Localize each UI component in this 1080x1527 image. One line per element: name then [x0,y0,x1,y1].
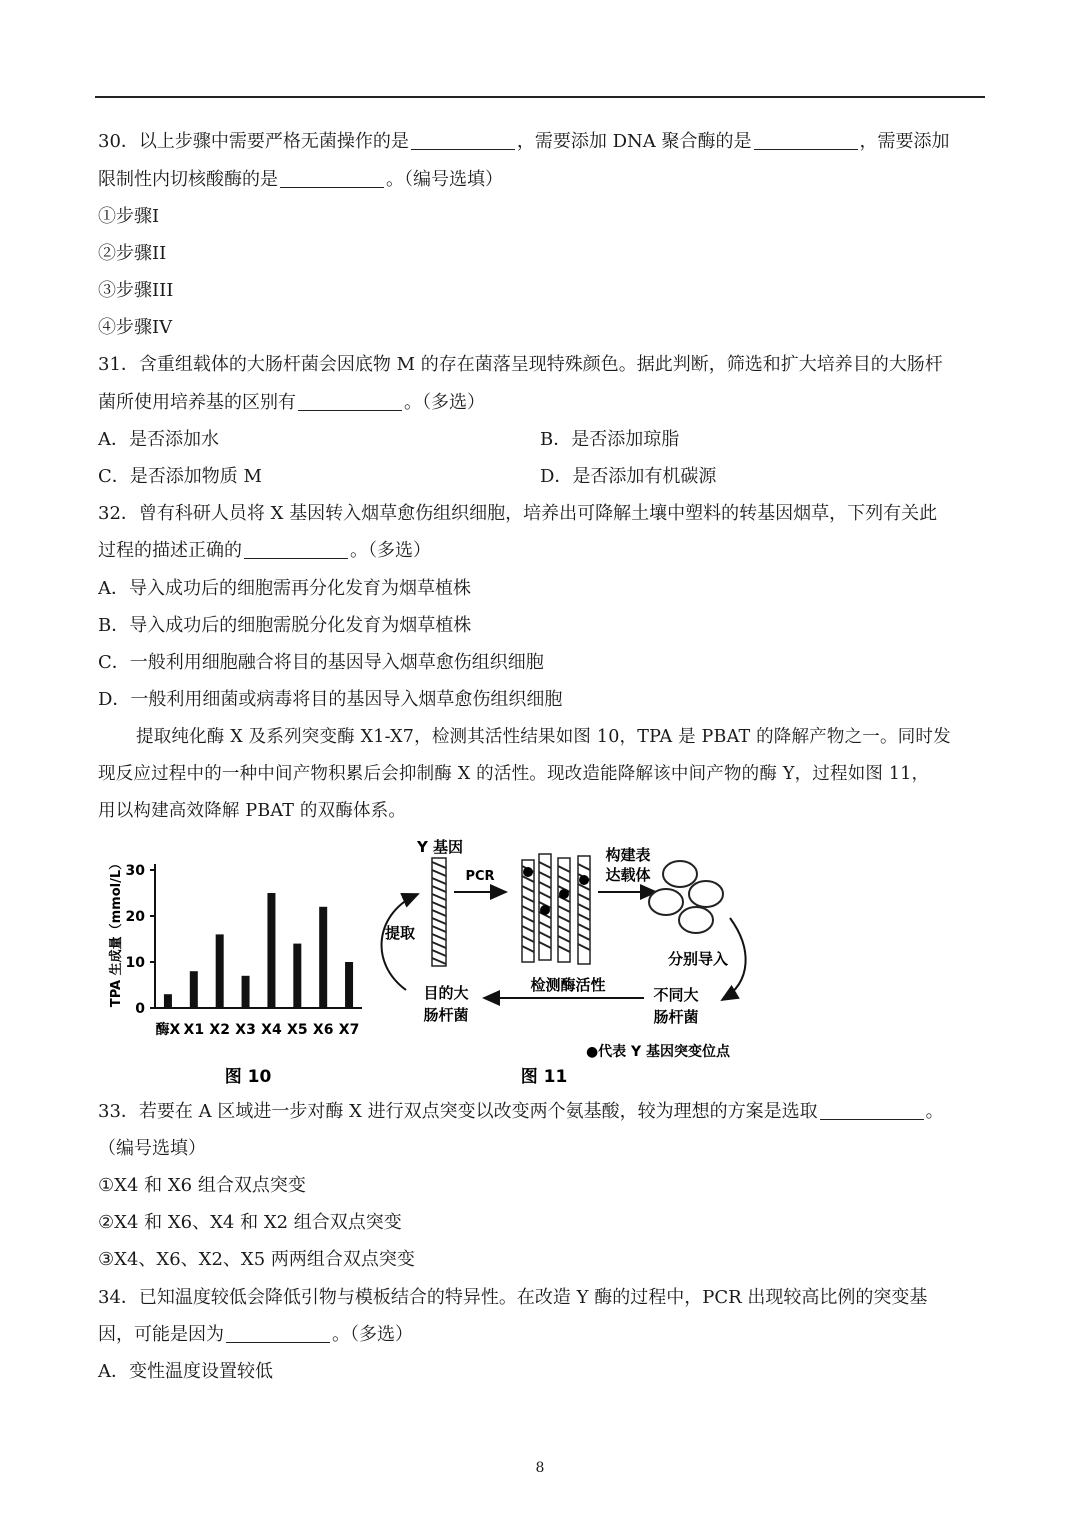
q31-option-a: A．是否添加水 [98,429,219,450]
q33-option: ②X4 和 X6、X4 和 X2 组合双点突变 [98,1212,402,1233]
pcr-label: PCR [465,869,495,884]
y-tick-label: 0 [135,1001,145,1017]
q33-stem-line1: 33．若要在 A 区域进一步对酶 X 进行双点突变以改变两个氨基酸，较为理想的方案是选取 。 [98,1101,944,1122]
answer-blank[interactable] [411,131,515,150]
x-tick-label: X2 [209,1022,230,1038]
y-gene-label: Y 基因 [416,838,464,856]
diff-ecoli-label-2: 肠杆菌 [653,1008,699,1026]
mutant-genes-dna-icon [522,854,590,964]
figure-10-bar-chart [100,840,380,1090]
x-tick-label: X4 [261,1022,282,1038]
q32-option: D．一般利用细菌或病毒将目的基因导入烟草愈伤组织细胞 [98,689,563,710]
detect-label: 检测酶活性 [530,976,606,994]
import-label: 分别导入 [667,950,729,968]
answer-blank[interactable] [754,131,858,150]
q31-stem-line1: 31．含重组载体的大肠杆菌会因底物 M 的存在菌落呈现特殊颜色。据此判断，筛选和扩大培养目的大肠杆 [98,354,943,375]
answer-blank[interactable] [244,540,348,559]
q30-stem-line2: 限制性内切核酸酶的是 。（编号选填） [98,169,503,190]
bar-X3 [242,976,250,1008]
build-vector-label-1: 构建表 [605,846,651,864]
bar-X6 [319,907,327,1008]
q32-option: B．导入成功后的细胞需脱分化发育为烟草植株 [98,615,472,636]
bar-X7 [345,962,353,1008]
q33-stem-line2: （编号选填） [98,1138,206,1159]
q32-option: A．导入成功后的细胞需再分化发育为烟草植株 [98,578,471,599]
q33-option: ①X4 和 X6 组合双点突变 [98,1175,306,1196]
answer-blank[interactable] [226,1324,330,1343]
bar-X1 [190,971,198,1008]
q32-option: C．一般利用细胞融合将目的基因导入烟草愈伤组织细胞 [98,652,544,673]
x-tick-label: X7 [338,1022,360,1038]
figure-11-caption: 图 11 [520,1067,568,1087]
q34-stem-line2: 因，可能是因为 。（多选） [98,1324,413,1345]
q31-stem-line2: 菌所使用培养基的区别有 。（多选） [98,392,485,413]
figure-11-diagram [360,832,760,1090]
target-ecoli-label-2: 肠杆菌 [423,1006,469,1024]
y-tick-label: 10 [125,955,145,971]
q30-option: ②步骤II [98,243,167,264]
extract-arrow [382,894,418,990]
q34-stem-line1: 34．已知温度较低会降低引物与模板结合的特异性。在改造 Y 酶的过程中，PCR 出现较高比例的突变基 [98,1287,928,1308]
target-ecoli-label-1: 目的大 [423,984,469,1002]
diff-ecoli-label-1: 不同大 [653,986,699,1004]
x-tick-label: X5 [287,1022,308,1038]
x-tick-label: X6 [312,1022,334,1038]
x-tick-label: X3 [235,1022,256,1038]
y-tick-label: 20 [125,909,145,925]
cells-icon [649,861,723,933]
header-rule [95,96,985,98]
q34-option: A．变性温度设置较低 [98,1361,273,1382]
q30-stem-line1: 30．以上步骤中需要严格无菌操作的是 ，需要添加 DNA 聚合酶的是 ，需要添加 [98,131,950,152]
bar-酶X [164,994,172,1008]
q32-stem-line2: 过程的描述正确的 。（多选） [98,540,431,561]
answer-blank[interactable] [820,1101,924,1120]
q31-option-c: C．是否添加物质 M [98,466,262,487]
x-tick-label: X1 [183,1022,205,1038]
mutation-legend: ●代表 Y 基因突变位点 [585,1044,731,1060]
q33-option: ③X4、X6、X2、X5 两两组合双点突变 [98,1249,415,1270]
q30-option: ③步骤III [98,280,174,301]
y-tick-label: 30 [125,863,145,879]
figure-10-caption: 图 10 [224,1067,272,1087]
chart-ylabel: TPA 生成量（mmol/L） [109,856,124,1008]
y-gene-dna-icon [432,858,446,966]
answer-blank[interactable] [298,392,402,411]
intro-line1: 提取纯化酶 X 及系列突变酶 X1-X7，检测其活性结果如图 10，TPA 是 PBAT 的降解产物之一。同时发 [136,727,951,747]
page-number: 8 [535,1460,545,1476]
q30-option: ①步骤I [98,206,160,227]
extract-label: 提取 [384,924,416,942]
q30-option: ④步骤IV [98,317,173,338]
bar-X4 [267,893,275,1008]
bar-X5 [293,944,301,1008]
q31-option-b: B．是否添加琼脂 [540,429,680,450]
answer-blank[interactable] [280,169,384,188]
x-tick-label: 酶X [155,1022,181,1038]
q31-option-d: D．是否添加有机碳源 [540,466,717,487]
q32-stem-line1: 32．曾有科研人员将 X 基因转入烟草愈伤组织细胞，培养出可降解土壤中塑料的转基因烟草，下列有关此 [98,503,938,524]
build-vector-label-2: 达载体 [605,866,651,884]
bar-X2 [216,934,224,1008]
intro-line3: 用以构建高效降解 PBAT 的双酶体系。 [98,801,407,821]
intro-line2: 现反应过程中的一种中间产物积累后会抑制酶 X 的活性。现改造能降解该中间产物的酶 Y，过程如图 11， [98,764,930,784]
